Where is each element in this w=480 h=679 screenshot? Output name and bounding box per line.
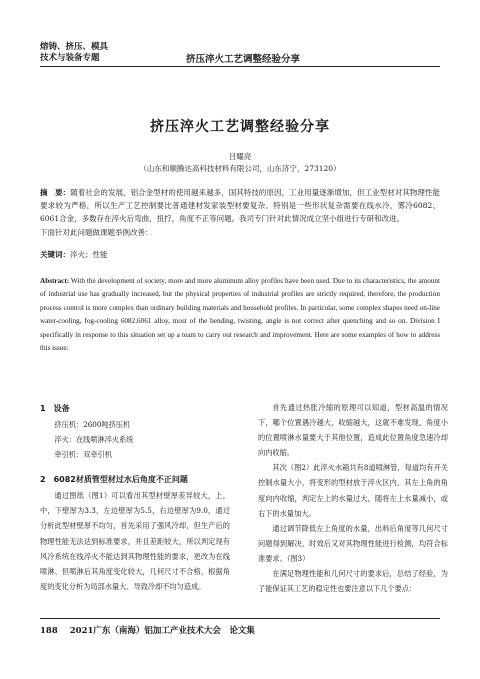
- section-2-heading: [40, 471, 230, 488]
- right-paragraph-3: 通过调节降低左上角度的水量，出料后角度等几何尺寸问题得到解决，时效后又对其物理性能进行检测，均符合标准要求。（图3）: [258, 523, 448, 563]
- abstract-en-label: Abstract:: [40, 277, 70, 285]
- author: 吕耀亮: [228, 152, 252, 161]
- abstract-en: [40, 275, 440, 355]
- keywords: [40, 249, 440, 261]
- equipment-item-1: 挤压机：2600吨挤压机: [54, 420, 131, 429]
- equipment-item-3: 牵引机：双牵引机: [54, 450, 112, 460]
- column-label: [40, 42, 130, 64]
- abstract-cn-label: 摘 要：: [40, 188, 71, 197]
- abstract-cn-tail: 下面针对此问题做课题举例改善：: [40, 227, 153, 237]
- affiliation: （山东和顺腾达高科技材料有限公司，山东济宁，273120）: [139, 164, 341, 173]
- section-1-number: 1: [40, 404, 46, 413]
- abstract-cn-text: 随着社会的发展，铝合金型材的使用越来越多，国其特技的原因，工业用量逐渐增加，但工业型材对其物理性能要求较为严格，所以生产工艺控制要比普通建材发家装型材要复杂。特别是一些形状复杂需要在线水冷，雾冷6082、6061合金，多数存在淬火后弯曲，扭拧，角度不正等问题。我司专门针对此情况成立坚小组进行专研和改进。: [40, 188, 441, 224]
- column-label-line-1: 熔铸、挤压、模具: [40, 42, 109, 52]
- running-title: 挤压淬火工艺调整经验分享: [186, 54, 301, 65]
- right-paragraph-2: 其次（图2）此淬火水箱共有8道喷淋管，每道均有开关控制水量大小，将变形的型材放于淬火区内，其左上角的角度向内收缩，判定左上的水量过大，随将左上水量减小，或右下的水量加大。: [258, 463, 448, 518]
- header-rule: [40, 66, 440, 67]
- footer: [40, 624, 255, 636]
- body-right-column: [258, 400, 448, 596]
- keywords-label: 关键词：: [40, 250, 70, 259]
- section-2-number: 2: [40, 475, 46, 485]
- abstract-en-text: With the development of society, more and more aluminum alloy profiles have been used. Due to its characteristics, the amount of industrial use has gradually increased, but the physical properties of industrial profiles are strictly required, therefore, the production process control is more complex than ordinary building materials and household profiles. In particular, some complex shapes need on-line water-cooling, fog-cooling 6082,6061 alloy, most of the bending, twisting, angle is not correct after quenching and so on. Division I specifically in response to this situation set up a team to carry out research and improvement. Here are some examples of how to address this issue:: [40, 277, 440, 353]
- section-2-title: 6082材质管型材过水后角度不正问题: [53, 475, 188, 485]
- footer-rule: [40, 618, 440, 619]
- keywords-text: 淬火；性能: [70, 250, 108, 259]
- equipment-item-2: 淬火：在线喷淋淬火系统: [54, 435, 134, 445]
- page-number: 188: [40, 626, 58, 636]
- article-title: 挤压淬火工艺调整经验分享: [150, 119, 330, 135]
- conference-name: 2021广东（南海）铝加工产业技术大会 论文集: [69, 626, 255, 636]
- left-paragraph: 通过图纸（图1）可以看出其型材壁厚差异较大，上，中，下壁厚为3.3，左边壁厚为5.5，右边壁厚为9.0，通过分析此型材壁厚不均匀，首先采用了强风冷却，但生产后的物理性能无法达到标准要求，并且差距较大，所以判定现有风冷系统在线淬火不能达到其物理性能的要求，更改为在线喷淋、但喷淋后其角度变化较大，几何尺寸不合格，根据角度的变化分析为局部水量大、导致冷却不均匀造成。: [40, 491, 230, 591]
- column-label-line-2: 技术与装备专题: [40, 53, 100, 63]
- right-paragraph-1: 首先通过热胀冷缩的原理可以知道，型材高温的情况下，哪个位置遇冷越大，收缩越大，这就不难发现，角度小的位置喷淋水量要大于其他位置，造成此位置角度急速冷却向内收缩。: [258, 403, 448, 458]
- section-1-title: 设备: [53, 404, 70, 413]
- right-paragraph-4: 在满足物理性能和几何尺寸的要求后，总结了经验，为了能保证其工艺的稳定性也要注意以下几个要点：: [258, 569, 448, 594]
- abstract-cn: [40, 186, 440, 239]
- body-left-column: [40, 400, 230, 594]
- section-1-heading: [40, 400, 230, 417]
